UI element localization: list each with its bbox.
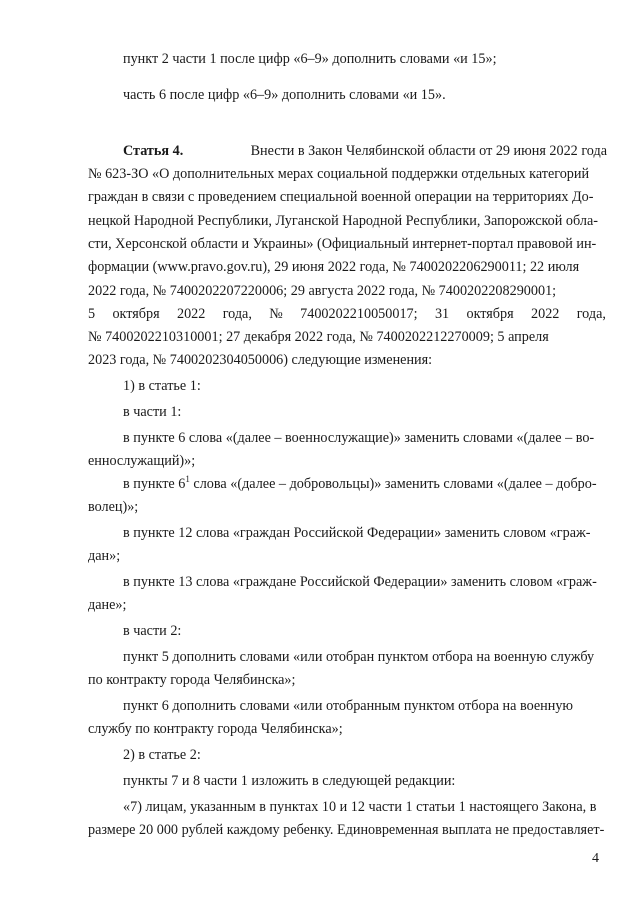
text-line: пункт 6 дополнить словами «или отобранным пунктом отбора на военную (123, 698, 574, 714)
superscript: 1 (185, 474, 190, 484)
text-line: размере 20 000 рублей каждому ребенку. Единовременная выплата не предоставляет- (88, 822, 605, 838)
article-label: Статья 4. (123, 143, 184, 159)
text-line: часть 6 после цифр «6–9» дополнить словами «и 15». (123, 87, 446, 103)
word: 5 (88, 306, 96, 322)
text-line: службу по контракту города Челябинска»; (88, 721, 343, 737)
word: года, (576, 306, 606, 322)
text-line: 2023 года, № 7400202304050006) следующие изменения: (88, 352, 433, 368)
text-line-with-superscript (123, 475, 597, 493)
text-fragment: в пункте 6 (123, 476, 186, 492)
text-line: волец)»; (88, 499, 139, 515)
text-line: пункт 2 части 1 после цифр «6–9» дополнить словами «и 15»; (123, 51, 497, 67)
text-line: 1) в статье 1: (123, 378, 201, 394)
text-line: № 7400202210310001; 27 декабря 2022 года, № 7400202212270009; 5 апреля (88, 329, 549, 345)
text-line: в части 2: (123, 623, 182, 639)
justified-line (88, 305, 606, 323)
text-line: 2022 года, № 7400202207220006; 29 августа 2022 года, № 7400202208290001; (88, 283, 557, 299)
text-line: граждан в связи с проведением специальной военной операции на территориях До- (88, 189, 594, 205)
text-line: дан»; (88, 548, 121, 564)
word: года, (222, 306, 252, 322)
text-line: «7) лицам, указанным в пунктах 10 и 12 части 1 статьи 1 настоящего Закона, в (123, 799, 597, 815)
word: октября (112, 306, 160, 322)
text-line: в пункте 12 слова «граждан Российской Федерации» заменить словом «граж- (123, 525, 591, 541)
text-line: пункты 7 и 8 части 1 изложить в следующей редакции: (123, 773, 456, 789)
word: 7400202210050017; (300, 306, 418, 322)
text-line: в пункте 13 слова «граждане Российской Федерации» заменить словом «граж- (123, 574, 597, 590)
word: 2022 (531, 306, 560, 322)
text-line: по контракту города Челябинска»; (88, 672, 296, 688)
word: октября (466, 306, 514, 322)
page-number: 4 (592, 851, 599, 866)
word: 31 (434, 306, 450, 322)
text-line: пункт 5 дополнить словами «или отобран пунктом отбора на военную службу (123, 649, 595, 665)
text-line: № 623-ЗО «О дополнительных мерах социальной поддержки отдельных категорий (88, 166, 590, 182)
text-fragment: слова «(далее – добровольцы)» заменить словами «(далее – добро- (193, 476, 597, 492)
text-line: нецкой Народной Республики, Луганской Народной Республики, Запорожской обла- (88, 213, 598, 229)
text-line: формации (www.pravo.gov.ru), 29 июня 2022 года, № 7400202206290011; 22 июля (88, 259, 580, 275)
word: 2022 (176, 306, 206, 322)
text-line: 2) в статье 2: (123, 747, 201, 763)
text-line: дане»; (88, 597, 127, 613)
word: № (269, 306, 283, 322)
text-fragment: Внести в Закон Челябинской области от 29 июня 2022 года (250, 143, 607, 159)
text-line: в части 1: (123, 404, 182, 420)
text-line: в пункте 6 слова «(далее – военнослужащие)» заменить словами «(далее – во- (123, 430, 595, 446)
text-line: сти, Херсонской области и Украины» (Официальный интернет-портал правовой ин- (88, 236, 597, 252)
article-heading-line (123, 142, 607, 160)
text-line: еннослужащий)»; (88, 453, 196, 469)
